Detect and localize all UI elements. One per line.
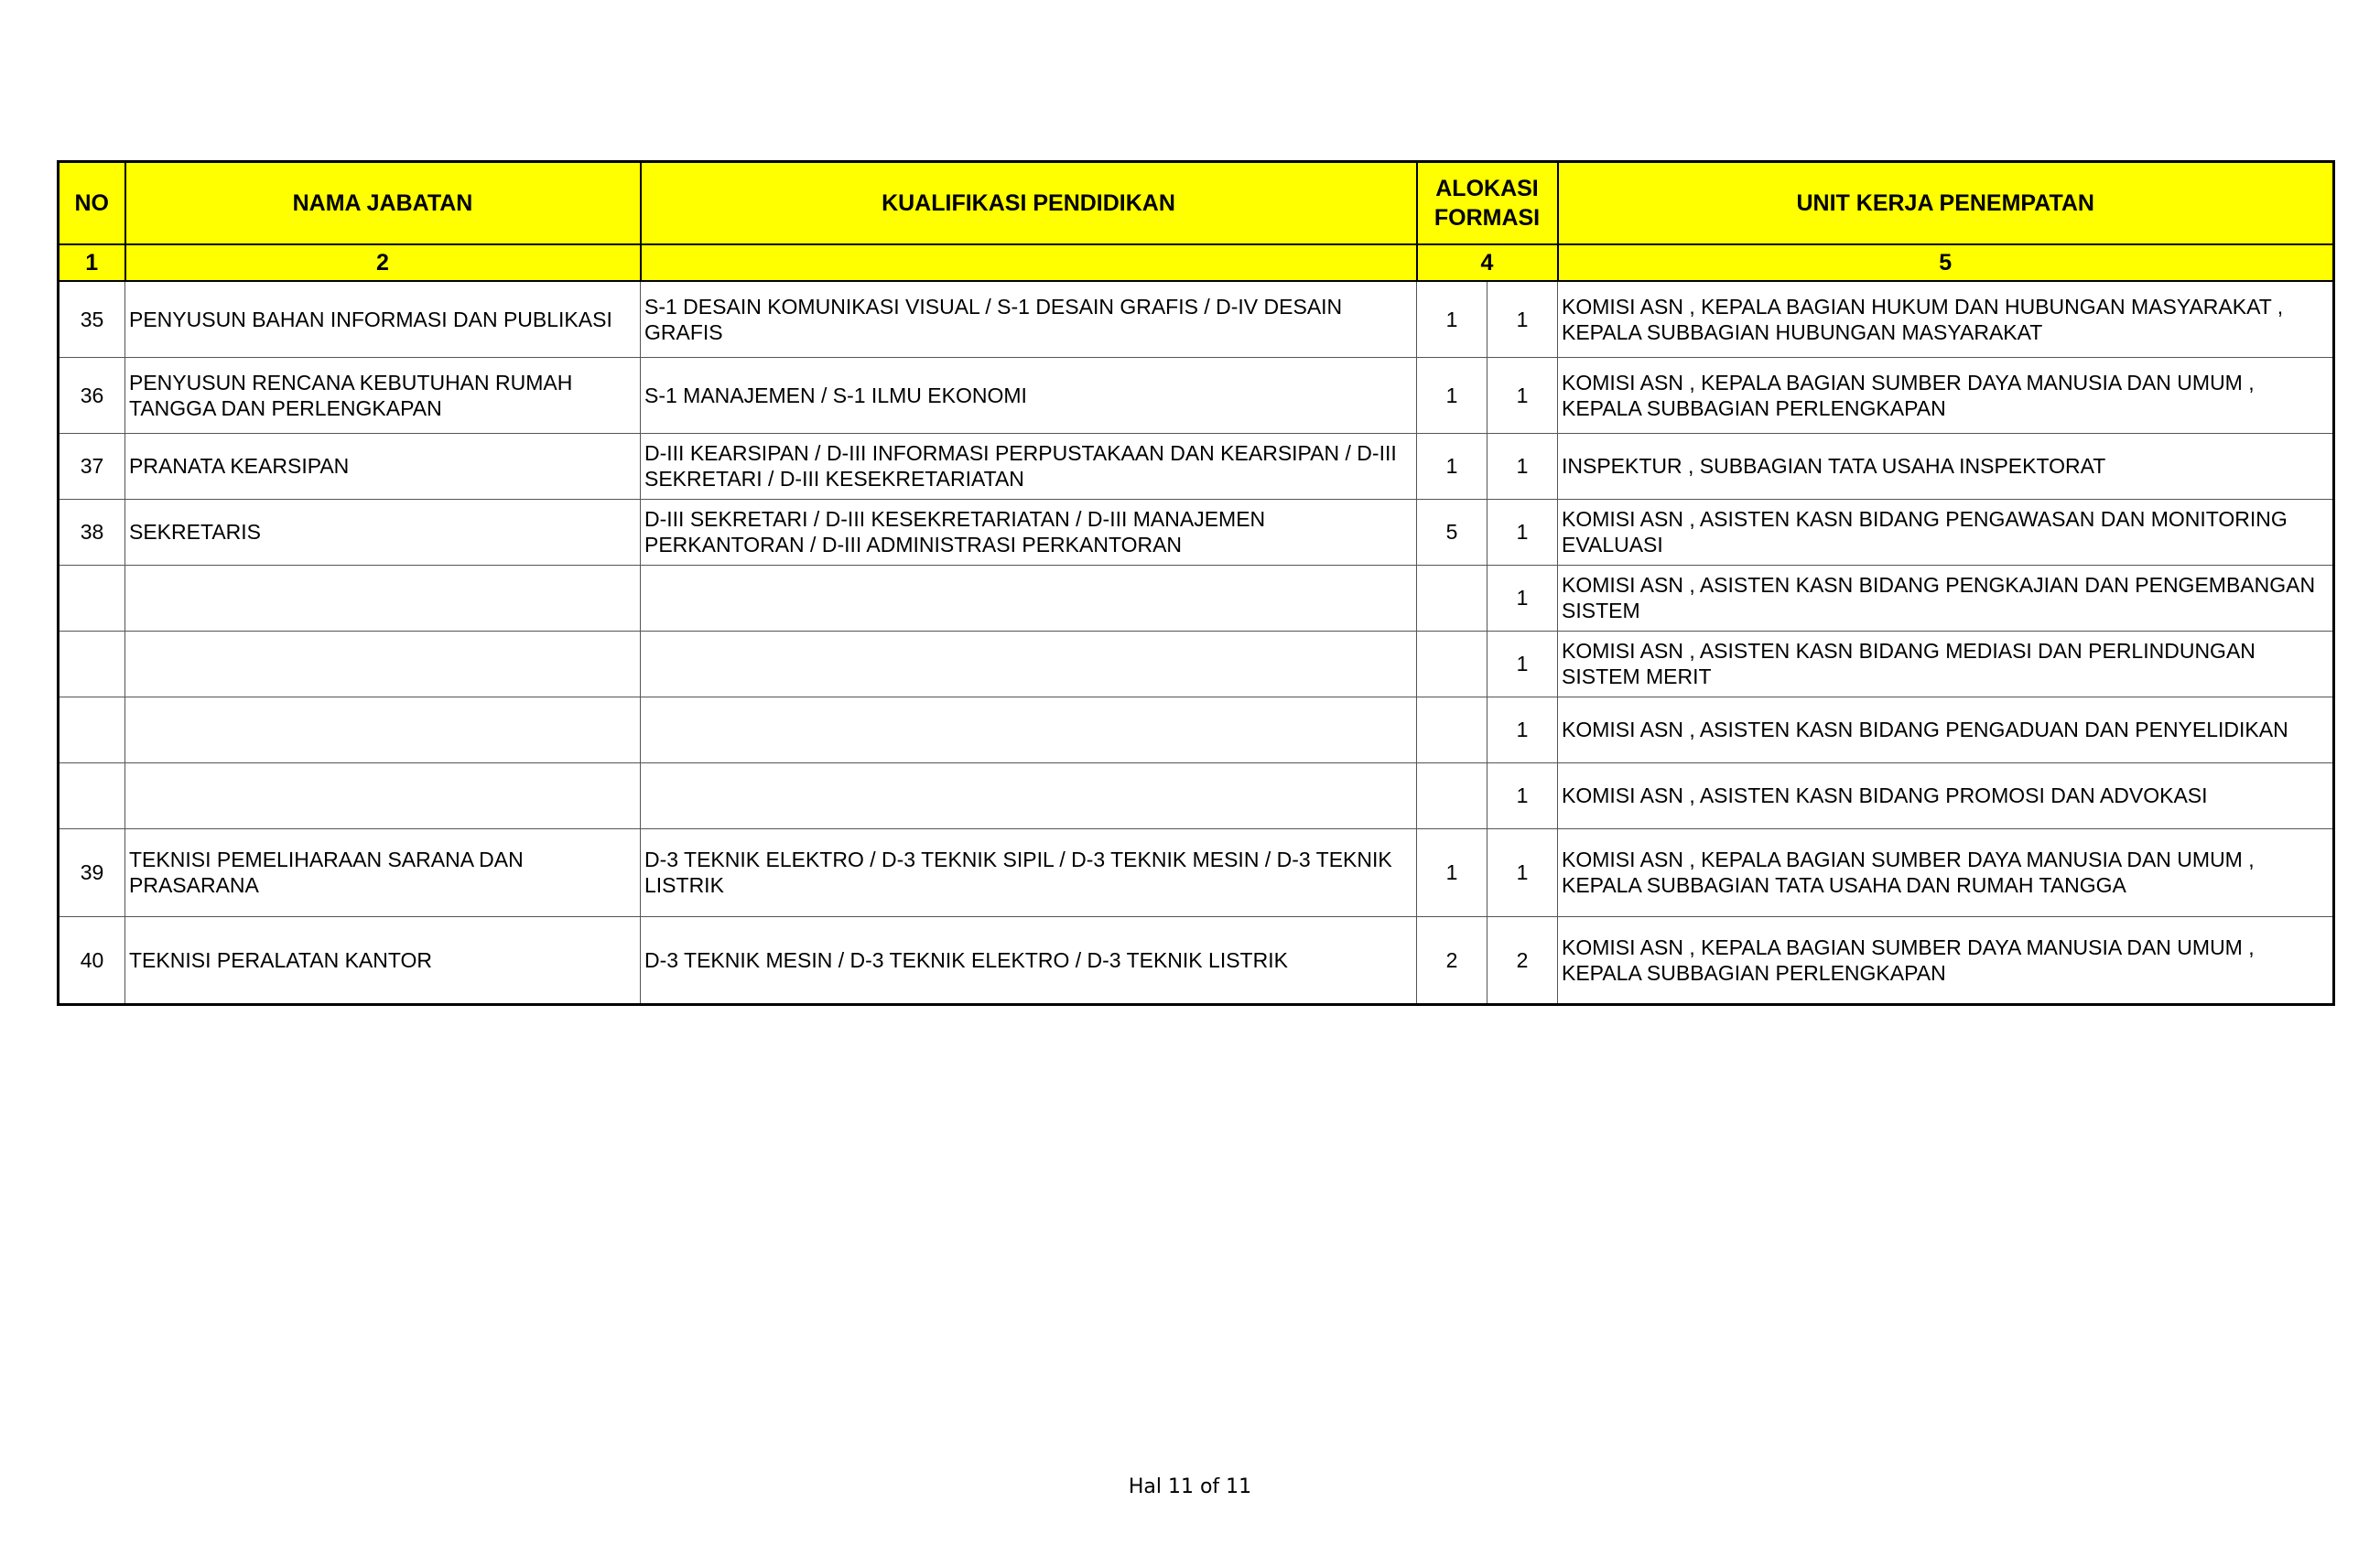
cell-kualifikasi — [641, 631, 1417, 697]
cell-kualifikasi — [641, 697, 1417, 762]
header-num-3 — [641, 244, 1417, 281]
cell-unit-kerja: KOMISI ASN , ASISTEN KASN BIDANG PENGKAJIAN DAN PENGEMBANGAN SISTEM — [1558, 565, 2334, 631]
cell-kualifikasi: S-1 DESAIN KOMUNIKASI VISUAL / S-1 DESAIN GRAFIS / D-IV DESAIN GRAFIS — [641, 281, 1417, 357]
header-unit-kerja: UNIT KERJA PENEMPATAN — [1558, 162, 2334, 245]
table-row — [59, 762, 2334, 828]
cell-unit-kerja: KOMISI ASN , ASISTEN KASN BIDANG PROMOSI DAN ADVOKASI — [1558, 762, 2334, 828]
cell-no: 39 — [59, 828, 125, 916]
cell-unit-kerja: KOMISI ASN , KEPALA BAGIAN SUMBER DAYA MANUSIA DAN UMUM , KEPALA SUBBAGIAN PERLENGKAPAN — [1558, 357, 2334, 433]
cell-kualifikasi: D-3 TEKNIK MESIN / D-3 TEKNIK ELEKTRO / D-3 TEKNIK LISTRIK — [641, 916, 1417, 1004]
cell-no: 38 — [59, 499, 125, 565]
cell-kualifikasi: S-1 MANAJEMEN / S-1 ILMU EKONOMI — [641, 357, 1417, 433]
cell-alokasi-total: 5 — [1417, 499, 1488, 565]
cell-nama-jabatan: TEKNISI PEMELIHARAAN SARANA DAN PRASARANA — [125, 828, 641, 916]
cell-alokasi-unit: 2 — [1488, 916, 1558, 1004]
table-row — [59, 697, 2334, 762]
cell-kualifikasi — [641, 762, 1417, 828]
cell-alokasi-unit: 1 — [1488, 828, 1558, 916]
table-row — [59, 433, 2334, 499]
cell-alokasi-total — [1417, 762, 1488, 828]
cell-nama-jabatan: PRANATA KEARSIPAN — [125, 433, 641, 499]
header-row — [59, 162, 2334, 245]
header-alokasi-line1: ALOKASI — [1435, 176, 1539, 201]
header-num-4: 4 — [1417, 244, 1558, 281]
cell-kualifikasi: D-III KEARSIPAN / D-III INFORMASI PERPUSTAKAAN DAN KEARSIPAN / D-III SEKRETARI / D-III KESEKRETARIATAN — [641, 433, 1417, 499]
cell-alokasi-total: 1 — [1417, 828, 1488, 916]
cell-no — [59, 565, 125, 631]
cell-no — [59, 762, 125, 828]
cell-kualifikasi: D-III SEKRETARI / D-III KESEKRETARIATAN / D-III MANAJEMEN PERKANTORAN / D-III ADMINISTRASI PERKANTORAN — [641, 499, 1417, 565]
cell-alokasi-total: 1 — [1417, 433, 1488, 499]
header-number-row — [59, 244, 2334, 281]
cell-unit-kerja: INSPEKTUR , SUBBAGIAN TATA USAHA INSPEKTORAT — [1558, 433, 2334, 499]
cell-alokasi-unit: 1 — [1488, 631, 1558, 697]
cell-alokasi-total — [1417, 697, 1488, 762]
cell-alokasi-unit: 1 — [1488, 565, 1558, 631]
table-row — [59, 631, 2334, 697]
cell-no: 37 — [59, 433, 125, 499]
header-num-2: 2 — [125, 244, 641, 281]
cell-alokasi-total: 2 — [1417, 916, 1488, 1004]
cell-alokasi-total: 1 — [1417, 357, 1488, 433]
header-kualifikasi: KUALIFIKASI PENDIDIKAN — [641, 162, 1417, 245]
table-row — [59, 916, 2334, 1004]
cell-no: 36 — [59, 357, 125, 433]
cell-unit-kerja: KOMISI ASN , ASISTEN KASN BIDANG PENGADUAN DAN PENYELIDIKAN — [1558, 697, 2334, 762]
header-num-1: 1 — [59, 244, 125, 281]
cell-alokasi-total: 1 — [1417, 281, 1488, 357]
table-row — [59, 828, 2334, 916]
cell-unit-kerja: KOMISI ASN , ASISTEN KASN BIDANG PENGAWASAN DAN MONITORING EVALUASI — [1558, 499, 2334, 565]
table-row — [59, 357, 2334, 433]
page-footer: Hal 11 of 11 — [1128, 1475, 1252, 1498]
cell-alokasi-total — [1417, 565, 1488, 631]
cell-nama-jabatan: PENYUSUN BAHAN INFORMASI DAN PUBLIKASI — [125, 281, 641, 357]
header-alokasi-line2: FORMASI — [1433, 205, 1541, 231]
table-row — [59, 565, 2334, 631]
cell-nama-jabatan — [125, 697, 641, 762]
formasi-table — [57, 160, 2335, 1006]
cell-alokasi-unit: 1 — [1488, 697, 1558, 762]
cell-nama-jabatan: SEKRETARIS — [125, 499, 641, 565]
cell-unit-kerja: KOMISI ASN , KEPALA BAGIAN SUMBER DAYA MANUSIA DAN UMUM , KEPALA SUBBAGIAN TATA USAHA DAN RUMAH TANGGA — [1558, 828, 2334, 916]
cell-unit-kerja: KOMISI ASN , KEPALA BAGIAN HUKUM DAN HUBUNGAN MASYARAKAT , KEPALA SUBBAGIAN HUBUNGAN MASYARAKAT — [1558, 281, 2334, 357]
cell-kualifikasi: D-3 TEKNIK ELEKTRO / D-3 TEKNIK SIPIL / D-3 TEKNIK MESIN / D-3 TEKNIK LISTRIK — [641, 828, 1417, 916]
cell-nama-jabatan: TEKNISI PERALATAN KANTOR — [125, 916, 641, 1004]
cell-alokasi-total — [1417, 631, 1488, 697]
header-num-5: 5 — [1558, 244, 2334, 281]
cell-nama-jabatan — [125, 631, 641, 697]
cell-kualifikasi — [641, 565, 1417, 631]
cell-nama-jabatan — [125, 565, 641, 631]
cell-no: 40 — [59, 916, 125, 1004]
cell-nama-jabatan — [125, 762, 641, 828]
cell-no: 35 — [59, 281, 125, 357]
cell-no — [59, 631, 125, 697]
table-row — [59, 499, 2334, 565]
cell-alokasi-unit: 1 — [1488, 433, 1558, 499]
header-alokasi-formasi — [1417, 162, 1558, 245]
cell-alokasi-unit: 1 — [1488, 357, 1558, 433]
cell-unit-kerja: KOMISI ASN , KEPALA BAGIAN SUMBER DAYA MANUSIA DAN UMUM , KEPALA SUBBAGIAN PERLENGKAPAN — [1558, 916, 2334, 1004]
table-row — [59, 281, 2334, 357]
cell-unit-kerja: KOMISI ASN , ASISTEN KASN BIDANG MEDIASI DAN PERLINDUNGAN SISTEM MERIT — [1558, 631, 2334, 697]
header-no: NO — [59, 162, 125, 245]
cell-alokasi-unit: 1 — [1488, 281, 1558, 357]
cell-alokasi-unit: 1 — [1488, 762, 1558, 828]
cell-nama-jabatan: PENYUSUN RENCANA KEBUTUHAN RUMAH TANGGA DAN PERLENGKAPAN — [125, 357, 641, 433]
cell-no — [59, 697, 125, 762]
header-nama-jabatan: NAMA JABATAN — [125, 162, 641, 245]
cell-alokasi-unit: 1 — [1488, 499, 1558, 565]
